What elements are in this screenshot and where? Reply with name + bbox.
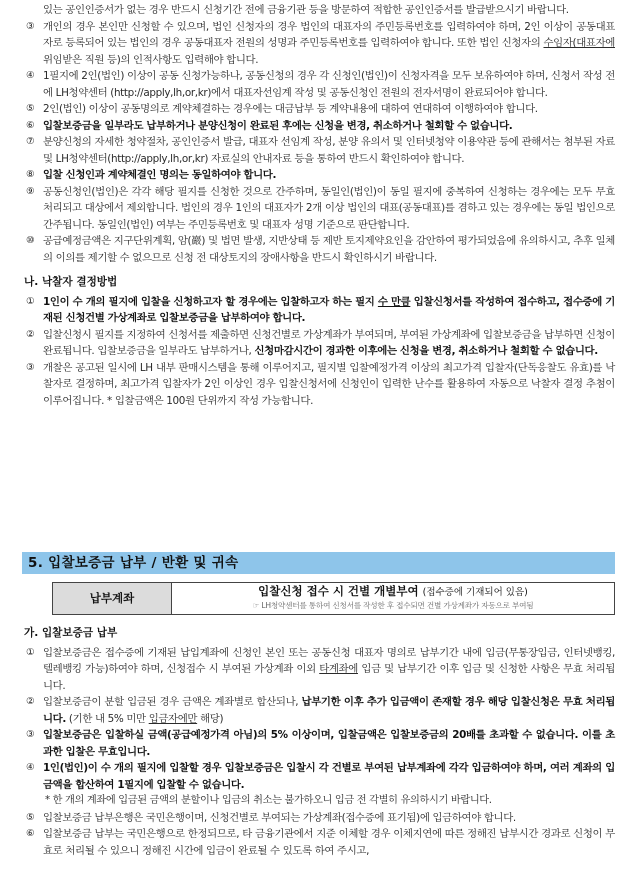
text-run: 입찰보증금이 분할 입금된 경우 금액은 계좌별로 합산되나, [43,696,302,708]
item-number: ② [26,328,35,340]
account-label: 납부계좌 [53,583,172,614]
text-run: 개찰은 공고된 일시에 LH 내부 판매시스템을 통해 이루어지고, 필지별 입찰예정가격 이상의 최고가격 입찰자(단독응찰도 유효)를 낙찰자로 결정하며, 최고가격 입찰자가 2인 이상인 경우 입찰신청서에 신청인이 입력한 난수를 활용하여 자동으로 낙찰자 결정 추첨이 이루어집니다. * 입찰금액은 100원 단위까지 작성 가능합니다. [43,361,615,407]
winner-method-list [0,294,635,410]
text-run: 개인의 경우 본인만 신청할 수 있으며, 법인 신청자의 경우 법인의 대표자의 주민등록번호를 입력하여야 하며, 2인 이상이 공동대표자로 등록되어 있는 법인의 경우 공동대표자 전원의 성명과 주민등록번호를 입력하여야 합니다. 또한 법인 신청자의 [43,20,615,49]
item-number: ④ [26,762,35,773]
item-number: ① [26,646,35,658]
item-text [43,727,615,760]
account-body [172,583,614,614]
deposit-list [0,645,635,794]
list-item [26,810,615,827]
item-number: ③ [26,729,35,740]
item-number: ③ [26,20,35,32]
account-main-text: 입찰신청 접수 시 건별 개별부여 [258,584,419,598]
item-text [43,760,615,793]
item-text [43,694,615,727]
text-run: 입찰보증금 납부는 국민은행으로 한정되므로, 타 금융기관에서 지준 이체할 경우 이체지연에 따른 정해진 납부시간 경과로 신청이 무효로 처리될 수 있으니 정해진 시간에 입금이 완료될 수 있도록 하여 주시고, [43,828,615,857]
list-item [26,68,615,101]
application-notes-section [0,2,635,409]
item-text [43,184,615,234]
deposit-payment-heading: 가. 입찰보증금 납부 [24,627,118,639]
item-text [43,118,615,135]
account-main-small: (접수증에 기재되어 있음) [422,587,528,598]
item-text [43,810,615,827]
text-run: 입금 및 납부기간 이후 입금 및 신청한 사항은 무효 처리됩니다. [43,663,615,692]
deposit-section [0,552,635,859]
account-main [172,584,614,600]
list-item [26,19,615,69]
text-run: 입찰 신청인과 계약체결인 명의는 동일하여야 합니다. [43,169,277,181]
text-run: 1인(법인)이 수 개의 필지에 입찰할 경우 입찰보증금은 입찰시 각 건별로 부여된 납부계좌에 각각 입금하여야 하며, 여러 계좌의 입금액을 합산하여 1필지에 입찰할 수 없습니다. [43,762,615,791]
item-text [43,294,615,327]
list-item [26,327,615,360]
account-box [52,582,615,615]
text-run: 입찰보증금은 입찰하실 금액(공급예정가격 아님)의 5% 이상이며, 입찰금액은 입찰보증금의 20배를 초과할 수 없습니다. 이를 초과한 입찰은 무효입니다. [43,729,615,758]
lead-line-text: 있는 공인인증서가 없는 경우 반드시 신청기간 전에 금융기관 등을 방문하여 적합한 공인인증서를 발급받으시기 바랍니다. [43,4,569,16]
text-run: 수 만큼 [377,295,411,308]
account-note: ☞ LH청약센터를 통하여 신청서를 작성한 후 접수되면 건별 가상계좌가 자동으로 부여됨 [252,601,534,610]
item-number: ⑤ [26,811,35,823]
item-text [43,134,615,167]
text-run: 공동신청인(법인)은 각각 해당 필지를 신청한 것으로 간주하며, 동일인(법인)이 동일 필지에 중복하여 신청하는 경우에는 모두 무효 처리되고 대상에서 제외합니다. 법인의 경우 1인의 대표자가 2개 이상 법인의 대표(공동대표)를 겸하고 있는 경우에는 동일 법인으로 간주됩니다. 동일인(법인) 여부는 주민등록번호 및 대표자 성명 기준으로 판단합니다. [43,185,615,231]
deposit-list-2 [0,810,635,860]
item-text [43,167,615,184]
item-text [43,101,615,118]
list-item [26,694,615,727]
text-run: 입찰보증금은 접수증에 기재된 납입계좌에 신청인 본인 또는 공동신청 대표자 명의로 납부기간 내에 입금(무통장입금, 인터넷뱅킹, 텔레뱅킹 가능)하여야 하며, 신청접수 시 부여된 가상계좌 이외 [43,646,615,675]
list-item [26,233,615,266]
item-text [43,233,615,266]
text-run: (기한 내 5% 미만 [65,712,149,725]
list-item [26,760,615,793]
list-item [26,294,615,327]
text-run: 1필지에 2인(법인) 이상이 공동 신청가능하나, 공동신청의 경우 각 신청인(법인)이 신청자격을 모두 보유하여야 하며, 신청서 작성 전에 LH청약센터 (http://apply,lh,or,kr)에서 대표자선임계 작성 및 공동신청인 전원의 전자서명이 완료되어야 합니다. [43,70,615,99]
text-run: 입찰신청서를 작성하여 접수하고, 접수증에 기재된 신청건별 가상계좌로 입찰보증금을 납부하여야 합니다. [43,295,615,324]
text-run: 입찰보증금을 일부라도 납부하거나 분양신청이 완료된 후에는 신청을 변경, 취소하거나 철회할 수 없습니다. [43,119,513,132]
section-5-title: 5. 입찰보증금 납부 / 반환 및 귀속 [22,552,615,574]
item-number: ⑤ [26,103,35,114]
item-number: ④ [26,70,35,81]
item-text [43,645,615,695]
deposit-note: * 한 개의 계좌에 입금된 금액의 분할이나 입금의 취소는 불가하오니 입금 전 각별히 유의하시기 바랍니다. [45,795,492,806]
lead-line [43,2,615,19]
list-item [26,134,615,167]
item-text [43,68,615,101]
winner-method-heading: 나. 낙찰자 결정방법 [24,276,118,288]
item-number: ⑥ [26,119,35,131]
text-run: 1인이 수 개의 필지에 입찰을 신청하고자 할 경우에는 입찰하고자 하는 필지 [43,295,378,308]
text-run: 입찰신청시 필지를 지정하여 신청서를 제출하면 신청건별로 가상계좌가 부여되며, 부여된 가상계좌에 입찰보증금을 납부하면 신청이 완료됩니다. 입찰보증금을 일부라도 납부하거나, [43,328,615,357]
list-item [26,360,615,410]
text-run: 위임받은 직원 등)의 인적사항도 입력해야 합니다. [43,53,259,66]
item-number: ⑧ [26,169,35,180]
text-run: 공급예정금액은 지구단위계획, 암(巖) 및 법면 발생, 지반상태 등 제반 토지제약요인을 감안하여 평가되었음에 유의하시고, 추후 일체의 이의를 제기할 수 없으므로 신청 전 대상토지의 장애사항을 반드시 확인하시기 바랍니다. [43,235,615,264]
item-number: ① [26,295,35,307]
text-run: 수임자(대표자에 [543,37,615,49]
item-text [43,327,615,360]
text-run: 납부기한 이후 추가 입금액이 존재할 경우 해당 입찰신청은 무효 처리됩니다. [43,696,615,725]
text-run: 분양신청의 자세한 청약절차, 공인인증서 발급, 대표자 선임계 작성, 분양 유의서 및 인터넷청약 이용약관 등에 관해서는 첨부된 자료 및 LH청약센터(http://apply,lh,or,kr) 자료실의 안내자료 등을 통하여 반드시 확인하여야 합니다. [43,136,615,165]
application-notes-list [0,19,635,267]
item-number: ⑥ [26,828,35,839]
item-number: ② [26,696,35,707]
item-number: ⑦ [26,136,35,147]
text-run: 입찰보증금 납부은행은 국민은행이며, 신청건별로 부여되는 가상계좌(접수증에 표기됨)에 입금하여야 합니다. [43,811,516,824]
text-run: 신청마감시간이 경과한 이후에는 신청을 변경, 취소하거나 철회할 수 없습니다. [254,345,598,357]
list-item [26,118,615,135]
list-item [26,167,615,184]
item-number: ③ [26,361,35,373]
list-item [26,727,615,760]
item-number: ⑩ [26,235,35,246]
item-text [43,19,615,69]
text-run: 타계좌에 [319,663,358,675]
list-item [26,826,615,859]
list-item [26,101,615,118]
item-text [43,360,615,410]
text-run: 입금자에만 [148,712,198,725]
item-text [43,826,615,859]
list-item [26,645,615,695]
list-item [26,184,615,234]
text-run: 해당) [197,712,224,725]
item-number: ⑨ [26,185,35,197]
text-run: 2인(법인) 이상이 공동명의로 계약체결하는 경우에는 대금납부 등 계약내용에 대하여 연대하여 이행하여야 합니다. [43,103,538,115]
